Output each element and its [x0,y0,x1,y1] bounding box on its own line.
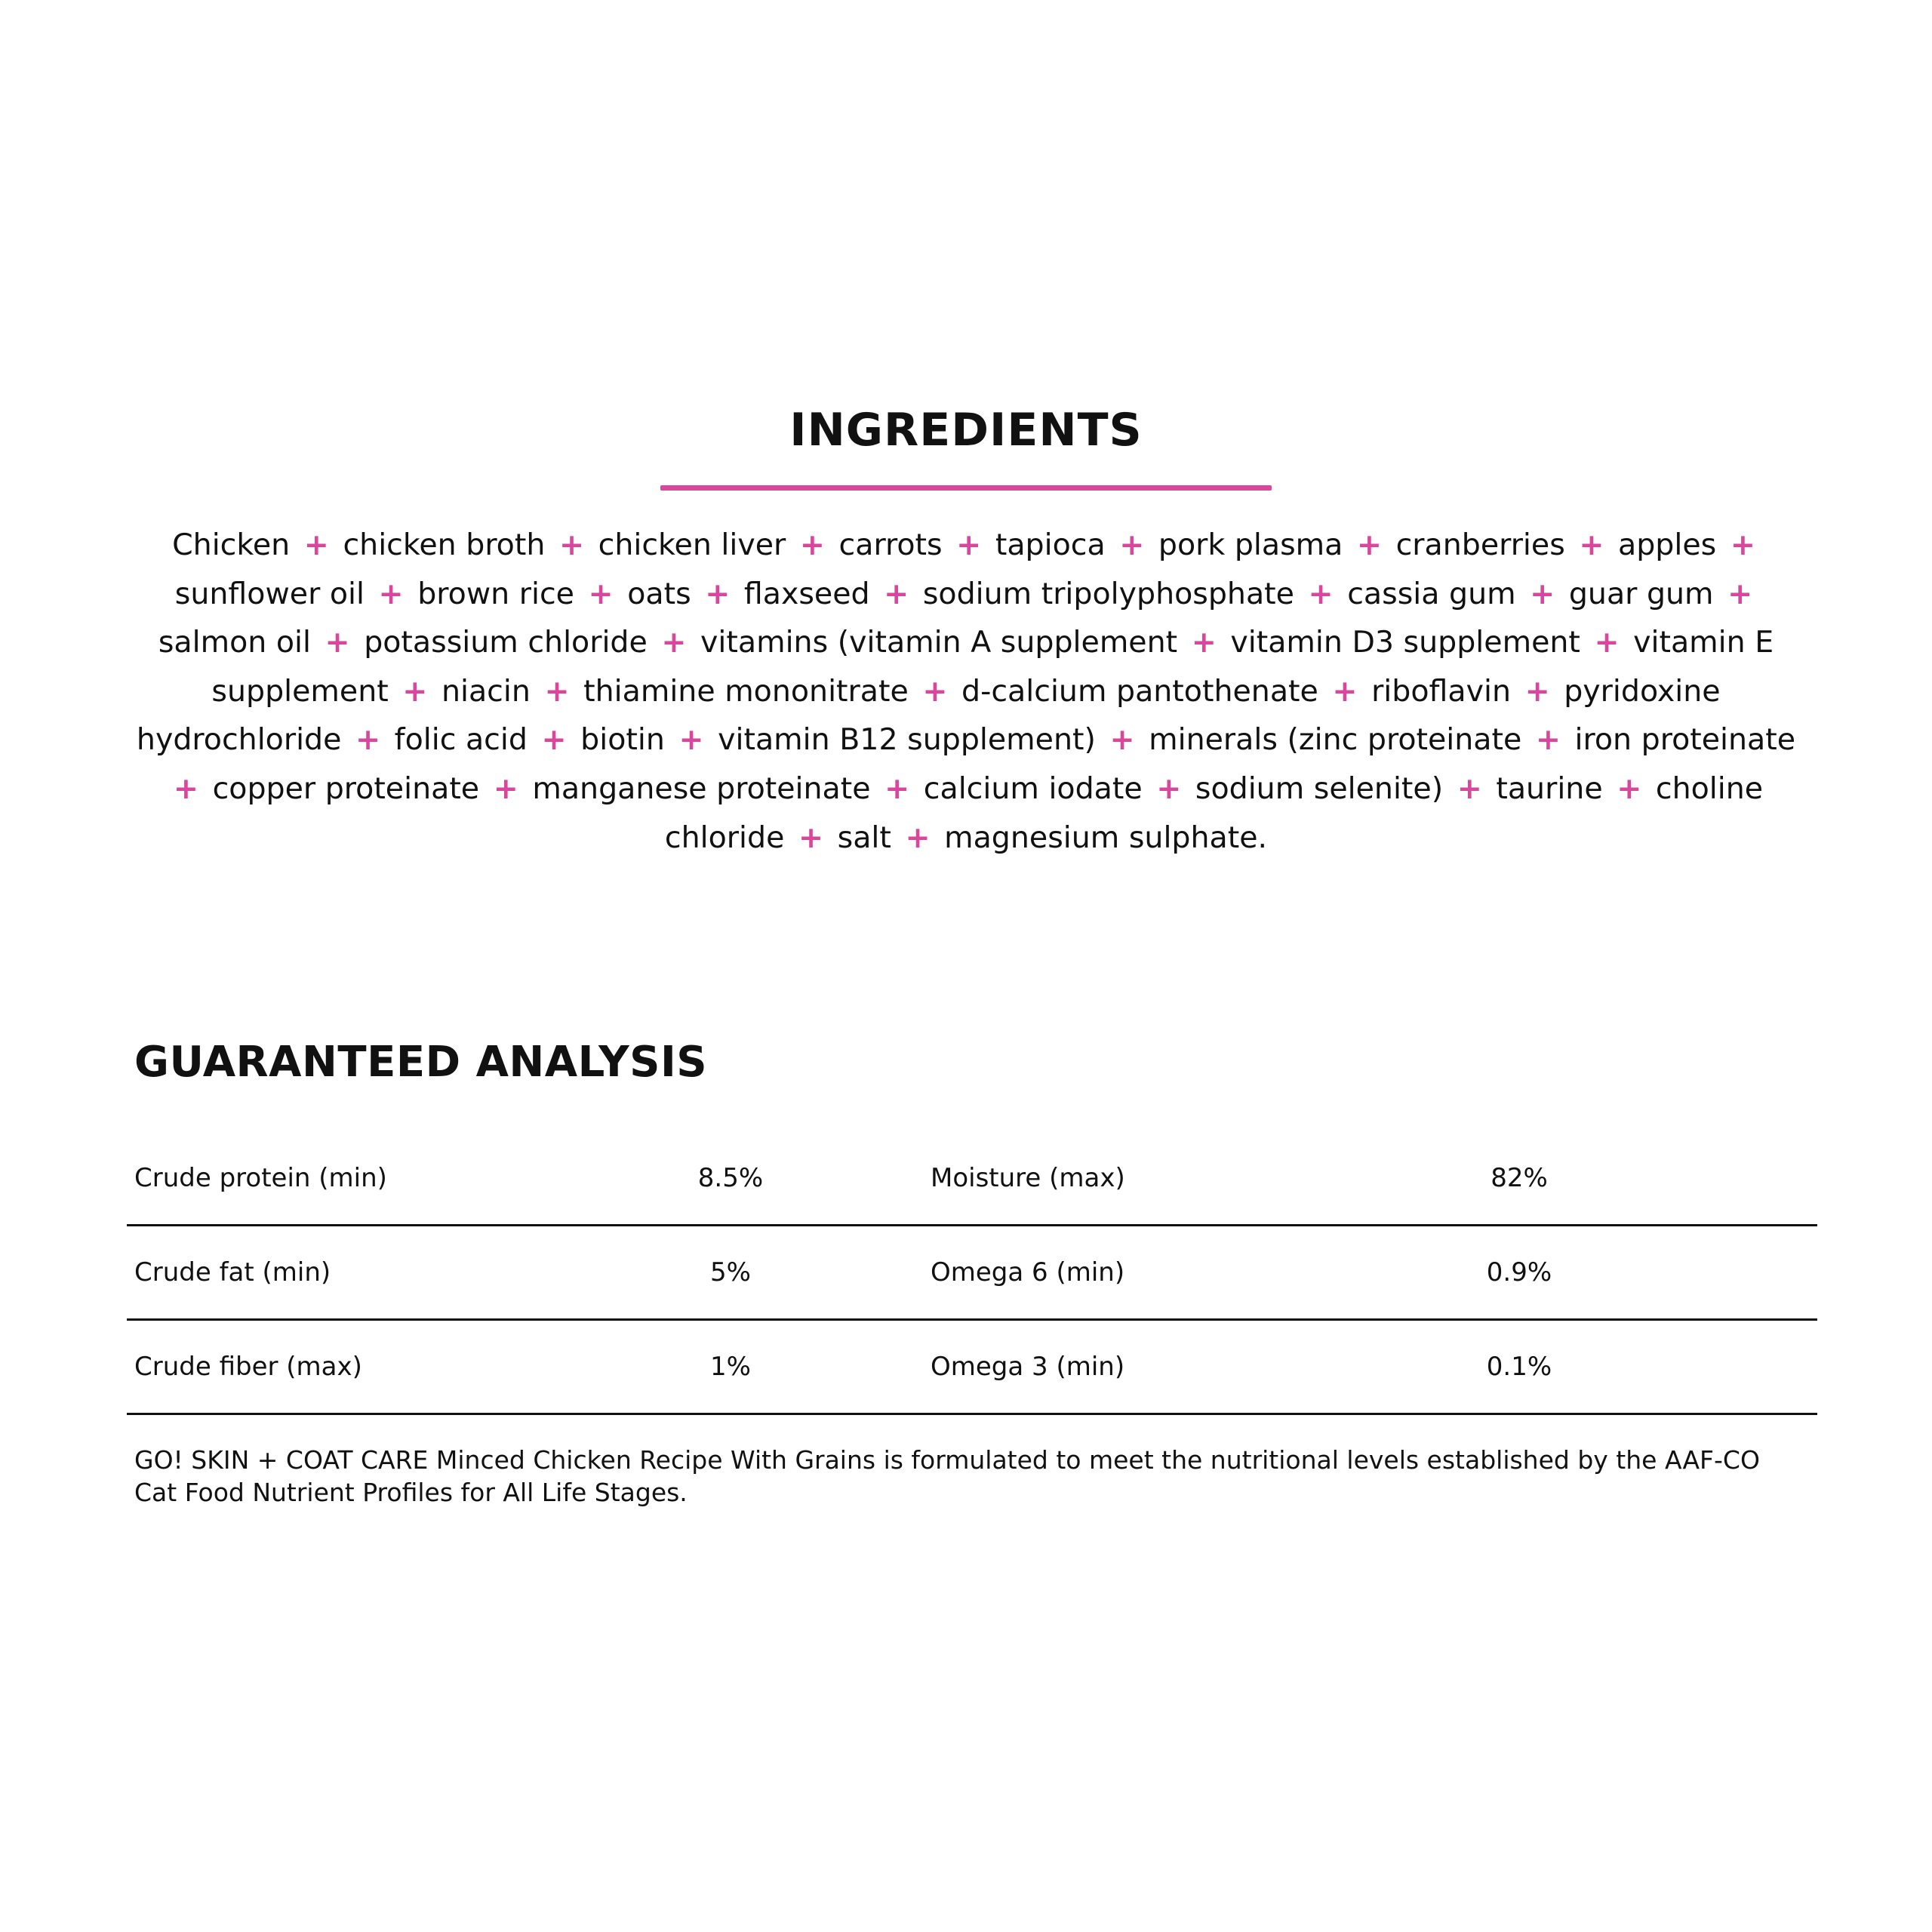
ingredient-item: pyridoxine hydrochloride [136,673,1721,758]
plus-separator: + [1191,625,1217,660]
nutrient-label: Omega 3 (min) [931,1352,1125,1382]
ingredient-item: salt [837,820,891,855]
ingredient-item: vitamin D3 supplement [1230,625,1580,660]
plus-separator: + [956,528,982,562]
ingredient-item: minerals (zinc proteinate [1149,722,1522,758]
nutrient-value: 1% [710,1352,751,1382]
ingredient-item: sodium tripolyphosphate [922,576,1294,611]
ingredient-item: riboflavin [1371,673,1511,709]
ingredient-item: potassium chloride [364,625,648,660]
ingredient-item: sunflower oil [174,576,365,611]
ingredient-item: vitamin E supplement [211,625,1774,709]
plus-separator: + [493,771,518,806]
nutrient-label: Crude fiber (max) [134,1352,362,1382]
ingredient-item: salmon oil [158,625,311,660]
ingredient-item: flaxseed [743,576,870,611]
plus-separator: + [661,625,687,660]
ingredient-item: folic acid [394,722,528,758]
plus-separator: + [1308,576,1334,611]
plus-separator: + [905,820,931,855]
ingredient-item: d-calcium pantothenate [961,673,1318,709]
plus-separator: + [798,820,824,855]
nutrient-label: Omega 6 (min) [931,1257,1125,1287]
analysis-table [127,1132,1817,1415]
ingredient-item: Chicken [172,528,291,562]
plus-separator: + [705,576,731,611]
ingredient-item: calcium iodate [923,771,1143,806]
ingredient-item: vitamin B12 supplement) [718,722,1096,758]
plus-separator: + [1109,722,1135,758]
nutrient-value: 0.9% [1486,1257,1552,1287]
ingredient-item: apples [1618,528,1717,562]
ingredient-item: magnesium sulphate. [944,820,1268,855]
table-row [127,1226,1817,1321]
ingredient-item: taurine [1496,771,1603,806]
table-row [127,1132,1817,1226]
ingredient-item: biotin [580,722,665,758]
plus-separator: + [325,625,350,660]
ingredient-item: pork plasma [1158,528,1343,562]
plus-separator: + [884,576,909,611]
ingredient-item: cassia gum [1347,576,1516,611]
plus-separator: + [1727,576,1753,611]
plus-separator: + [355,722,381,758]
ingredient-item: sodium selenite) [1195,771,1444,806]
nutrient-value: 82% [1491,1163,1548,1193]
plus-separator: + [1617,771,1642,806]
plus-separator: + [588,576,614,611]
plus-separator: + [1332,673,1358,709]
nutrient-value: 5% [710,1257,751,1287]
ingredient-item: tapioca [995,528,1106,562]
ingredient-item: vitamins (vitamin A supplement [700,625,1178,660]
ingredient-item: brown rice [417,576,574,611]
ingredient-item: choline chloride [664,771,1764,855]
guaranteed-analysis-section [127,1032,1817,1509]
plus-separator: + [1730,528,1755,562]
ingredients-list [121,521,1811,862]
plus-separator: + [799,528,825,562]
plus-separator: + [173,771,199,806]
plus-separator: + [558,528,585,562]
analysis-title: GUARANTEED ANALYSIS [134,1038,708,1087]
plus-separator: + [1579,528,1604,562]
plus-separator: + [1457,771,1482,806]
plus-separator: + [1156,771,1182,806]
plus-separator: + [884,771,910,806]
plus-separator: + [922,673,948,709]
ingredient-item: thiamine mononitrate [583,673,909,709]
plus-separator: + [541,722,567,758]
ingredient-item: cranberries [1395,528,1565,562]
plus-separator: + [1535,722,1561,758]
plus-separator: + [678,722,704,758]
nutrient-value: 0.1% [1486,1352,1552,1382]
ingredient-item: chicken broth [343,528,546,562]
ingredient-item: guar gum [1568,576,1714,611]
nutrient-label: Crude fat (min) [134,1257,331,1287]
plus-separator: + [303,528,329,562]
plus-separator: + [1594,625,1620,660]
nutrient-label: Moisture (max) [931,1163,1125,1193]
nutrient-label: Crude protein (min) [134,1163,387,1193]
table-row [127,1321,1817,1415]
ingredient-item: manganese proteinate [532,771,871,806]
plus-separator: + [1356,528,1383,562]
ingredient-item: oats [627,576,691,611]
ingredient-item: copper proteinate [212,771,480,806]
plus-separator: + [1119,528,1145,562]
ingredient-item: chicken liver [598,528,786,562]
ingredient-item: carrots [838,528,943,562]
title-underline [660,485,1272,491]
ingredients-section [121,392,1811,862]
aafco-statement: GO! SKIN + COAT CARE Minced Chicken Recipe With Grains is formulated to meet the nutritional levels established by the AAF-CO Cat Food Nutrient Profiles for All Life Stages. [134,1445,1760,1507]
plus-separator: + [544,673,570,709]
plus-separator: + [1530,576,1555,611]
plus-separator: + [1524,673,1550,709]
nutrient-value: 8.5% [697,1163,764,1193]
ingredient-item: niacin [441,673,531,709]
plus-separator: + [378,576,404,611]
ingredients-title: INGREDIENTS [789,404,1143,457]
ingredient-item: iron proteinate [1574,722,1796,758]
plus-separator: + [402,673,428,709]
